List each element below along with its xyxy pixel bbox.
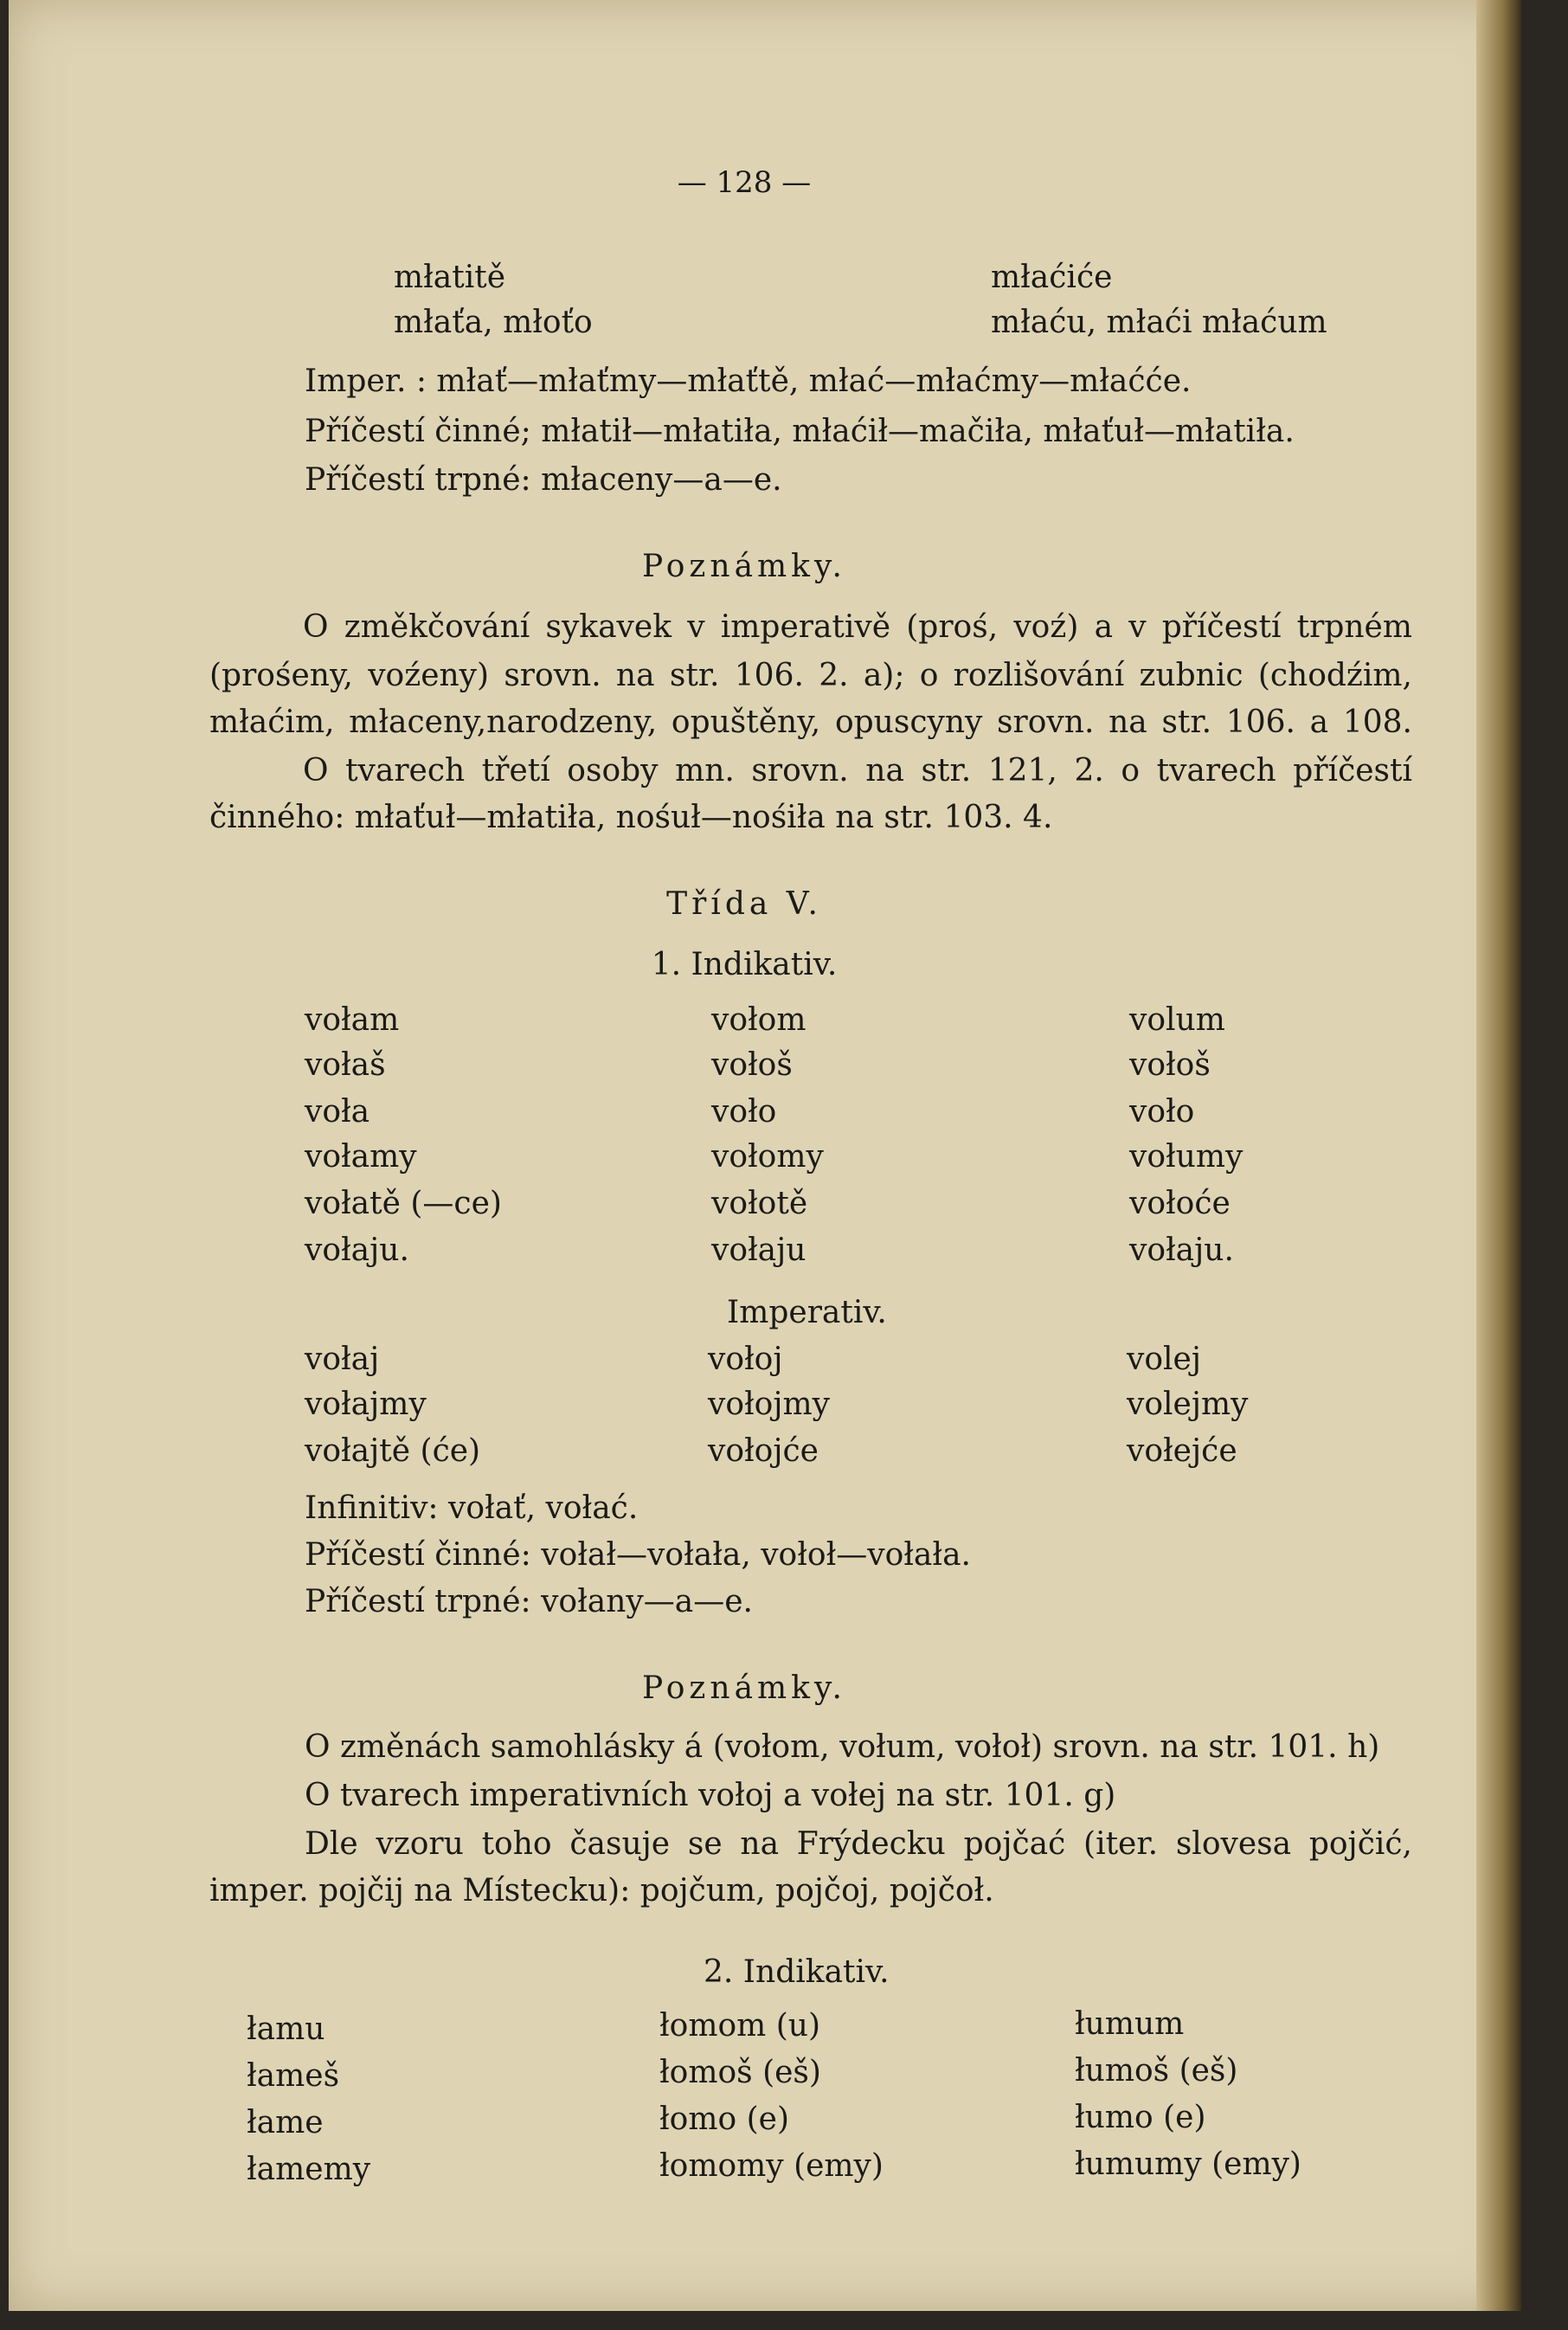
note-line: O tvarech imperativních vołoj a vołej na str. 101. g) bbox=[305, 1778, 1116, 1813]
indicative-form: vołamy bbox=[305, 1139, 417, 1175]
top-row-right: młaću, młaći młaćum bbox=[991, 305, 1327, 340]
indicative-form: łomomy (emy) bbox=[659, 2148, 884, 2184]
subheading-imperative: Imperativ. bbox=[727, 1295, 887, 1330]
indicative-form: łamemy bbox=[247, 2152, 371, 2187]
indicative-form: łumoš (eš) bbox=[1075, 2053, 1238, 2089]
imperative-form: vołojmy bbox=[708, 1387, 830, 1422]
indicative-form: voła bbox=[305, 1094, 370, 1130]
indicative-form: voło bbox=[1129, 1094, 1195, 1130]
note-line: imper. pojčij na Místecku): pojčum, pojčoj, pojčoł. bbox=[209, 1873, 994, 1908]
imperative-form: vołajmy bbox=[305, 1387, 427, 1422]
note-line: (prośeny, voźeny) srovn. na str. 106. 2. a); o rozlišování zubnic (chodźim, bbox=[209, 658, 1412, 693]
top-row-right: młaćiće bbox=[991, 260, 1113, 295]
indicative-form: vołom bbox=[711, 1002, 806, 1038]
imperative-form: volej bbox=[1127, 1342, 1201, 1377]
indicative-form: vołoš bbox=[1129, 1047, 1211, 1083]
passive-participle-line: Příčestí trpné: młaceny—a—e. bbox=[305, 462, 782, 498]
indicative-form: vołumy bbox=[1129, 1139, 1243, 1175]
note-line: O tvarech třetí osoby mn. srovn. na str. 121, 2. o tvarech příčestí bbox=[303, 753, 1412, 788]
active-participle-line: Příčestí činné; młatił—młatiła, młaćił—mačiła, młaťuł—młatiła. bbox=[305, 414, 1295, 449]
subheading-indicative-2: 2. Indikativ. bbox=[704, 1954, 890, 1990]
section-heading-class: Třída V. bbox=[666, 886, 822, 922]
note-line: činného: młaťuł—młatiła, nośuł—nośiła na str. 103. 4. bbox=[209, 800, 1053, 835]
indicative-form: łomoš (eš) bbox=[659, 2055, 821, 2090]
indicative-form: volum bbox=[1129, 1002, 1225, 1038]
imperative-form: volejmy bbox=[1127, 1387, 1249, 1422]
passive-participle-line: Příčestí trpné: vołany—a—e. bbox=[305, 1584, 753, 1619]
indicative-form: łomom (u) bbox=[659, 2008, 821, 2044]
indicative-form: łame bbox=[247, 2105, 324, 2140]
indicative-form: łumo (e) bbox=[1075, 2100, 1206, 2135]
indicative-form: łumumy (emy) bbox=[1075, 2147, 1301, 2182]
active-participle-line: Příčestí činné: vołał—vołała, vołoł—vołała. bbox=[305, 1537, 971, 1573]
indicative-form: vołoš bbox=[711, 1047, 793, 1083]
indicative-form: vołaju. bbox=[305, 1233, 409, 1268]
indicative-form: vołaju bbox=[711, 1233, 806, 1268]
note-line: O změnách samohlásky á (vołom, vołum, vołoł) srovn. na str. 101. h) bbox=[305, 1729, 1380, 1765]
page-number: — 128 — bbox=[677, 165, 812, 200]
infinitive-line: Infinitiv: vołať, vołać. bbox=[305, 1490, 639, 1526]
note-line: młaćim, młaceny,narodzeny, opuštěny, opuscyny srovn. na str. 106. a 108. bbox=[209, 705, 1412, 740]
subheading-indicative-1: 1. Indikativ. bbox=[651, 947, 838, 982]
indicative-form: vołaju. bbox=[1129, 1233, 1234, 1268]
book-spine bbox=[1476, 0, 1521, 2311]
imperative-line: Imper. : młať—młaťmy—młaťtě, młać—młaćmy—młaćće. bbox=[305, 364, 1192, 399]
indicative-form: vołotě bbox=[711, 1186, 808, 1221]
indicative-form: łomo (e) bbox=[659, 2102, 789, 2137]
imperative-form: vołaj bbox=[305, 1342, 380, 1377]
note-line: O změkčování sykavek v imperativě (proś, voź) a v příčestí trpném bbox=[303, 609, 1412, 645]
indicative-form: vołatě (—ce) bbox=[305, 1186, 502, 1221]
indicative-form: vołaš bbox=[305, 1047, 386, 1083]
indicative-form: łameš bbox=[247, 2058, 340, 2094]
imperative-form: vołoj bbox=[708, 1342, 783, 1377]
top-row-left: młaťa, młoťo bbox=[394, 305, 593, 340]
imperative-form: vołojće bbox=[708, 1433, 819, 1469]
indicative-form: vołomy bbox=[711, 1139, 824, 1175]
page-content bbox=[9, 0, 1480, 2311]
indicative-form: voło bbox=[711, 1094, 777, 1130]
book-page bbox=[9, 0, 1521, 2311]
section-heading-notes: Poznámky. bbox=[641, 549, 846, 584]
indicative-form: łamu bbox=[247, 2011, 325, 2047]
note-line: Dle vzoru toho časuje se na Frýdecku pojčać (iter. slovesa pojčić, bbox=[305, 1826, 1412, 1862]
indicative-form: łumum bbox=[1075, 2006, 1185, 2042]
imperative-form: vołejće bbox=[1127, 1433, 1237, 1469]
section-heading-notes: Poznámky. bbox=[641, 1670, 846, 1706]
indicative-form: vołam bbox=[305, 1002, 400, 1038]
indicative-form: vołoće bbox=[1129, 1186, 1231, 1221]
top-row-left: młatitě bbox=[394, 260, 506, 295]
imperative-form: vołajtě (će) bbox=[305, 1433, 481, 1469]
